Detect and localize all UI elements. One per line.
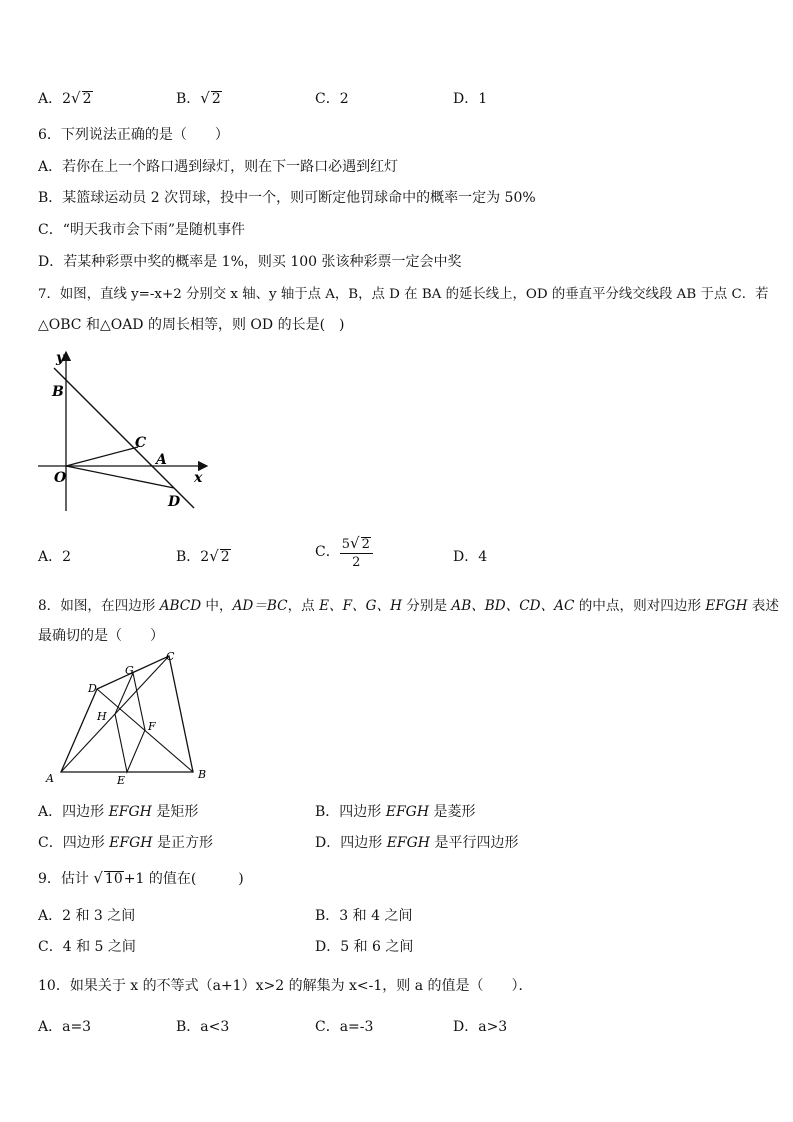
- label-f: F: [148, 720, 156, 733]
- label-o: O: [54, 470, 67, 486]
- q5-option-b: B．√ 2: [176, 89, 221, 107]
- label-d: D: [88, 682, 97, 695]
- q6-option-c: C．“明天我市会下雨”是随机事件: [38, 222, 246, 238]
- q9-option-d: D．5 和 6 之间: [315, 939, 414, 955]
- q9-stem: 9．估计 √ 10+1 的值在( ): [38, 869, 244, 887]
- q9-option-c: C．4 和 5 之间: [38, 939, 136, 955]
- label-c: C: [135, 435, 147, 451]
- q6-option-d: D．若某种彩票中奖的概率是 1%，则买 100 张该种彩票一定会中奖: [38, 254, 462, 270]
- q7-figure: [34, 348, 214, 518]
- label-a: A: [46, 772, 54, 785]
- q5-option-a: A．2√ 2: [38, 89, 92, 107]
- q7-option-c: C． $\frac{5√ 2}{2}$: [315, 534, 373, 570]
- q6-stem: 6．下列说法正确的是（ ）: [38, 127, 229, 143]
- label-g: G: [125, 664, 134, 677]
- q6-option-a: A．若你在上一个路口遇到绿灯，则在下一路口必遇到红灯: [38, 159, 399, 175]
- q7-option-a: A．2: [38, 549, 72, 565]
- label-c: C: [166, 650, 175, 663]
- segment-od: [66, 466, 174, 488]
- q7-stem-line2: △OBC 和△OAD 的周长相等，则 OD 的长是( ): [38, 317, 345, 333]
- label-e: E: [117, 774, 126, 787]
- line-bd: [54, 368, 194, 508]
- q10-option-d: D．a>3: [453, 1019, 508, 1035]
- label-x: x: [194, 470, 203, 486]
- label-b: B: [52, 384, 64, 400]
- segment-oc: [66, 447, 138, 466]
- q7-option-b: B．2√ 2: [176, 547, 230, 565]
- q10-option-b: B．a<3: [176, 1019, 230, 1035]
- q8-option-c: C．四边形 EFGH 是正方形: [38, 835, 213, 851]
- q7-stem-line1: 7．如图，直线 y=-x+2 分别交 x 轴、y 轴于点 A，B，点 D 在 BA 的延长线上，OD 的垂直平分线交线段 AB 于点 C．若: [38, 287, 769, 302]
- q5-option-d: D．1: [453, 91, 488, 107]
- q9-option-a: A．2 和 3 之间: [38, 908, 136, 924]
- label-b: B: [198, 768, 207, 781]
- q8-option-d: D．四边形 EFGH 是平行四边形: [315, 835, 519, 851]
- label-a: A: [156, 452, 167, 468]
- q8-stem-line2: 最确切的是（ ）: [38, 628, 164, 644]
- quadrilateral-efgh: [115, 673, 145, 772]
- q9-option-b: B．3 和 4 之间: [315, 908, 413, 924]
- label-d: D: [168, 494, 181, 510]
- q10-option-a: A．a=3: [38, 1019, 92, 1035]
- q8-figure: [40, 648, 220, 788]
- q8-option-a: A．四边形 EFGH 是矩形: [38, 804, 199, 820]
- q8-option-b: B．四边形 EFGH 是菱形: [315, 804, 476, 820]
- q10-option-c: C．a=-3: [315, 1019, 374, 1035]
- q6-option-b: B．某篮球运动员 2 次罚球，投中一个，则可断定他罚球命中的概率一定为 50%: [38, 190, 536, 206]
- q7-option-d: D．4: [453, 549, 488, 565]
- q10-stem: 10．如果关于 x 的不等式（a+1）x>2 的解集为 x<-1，则 a 的值是（ ）．: [38, 978, 533, 994]
- q8-stem-line1: 8．如图，在四边形 ABCD 中，AD＝BC，点 E、F、G、H 分别是 AB、BD、CD、AC 的中点，则对四边形 EFGH 表述: [38, 598, 779, 614]
- q5-option-c: C．2: [315, 91, 349, 107]
- label-h: H: [97, 710, 107, 723]
- label-y: y: [56, 350, 65, 366]
